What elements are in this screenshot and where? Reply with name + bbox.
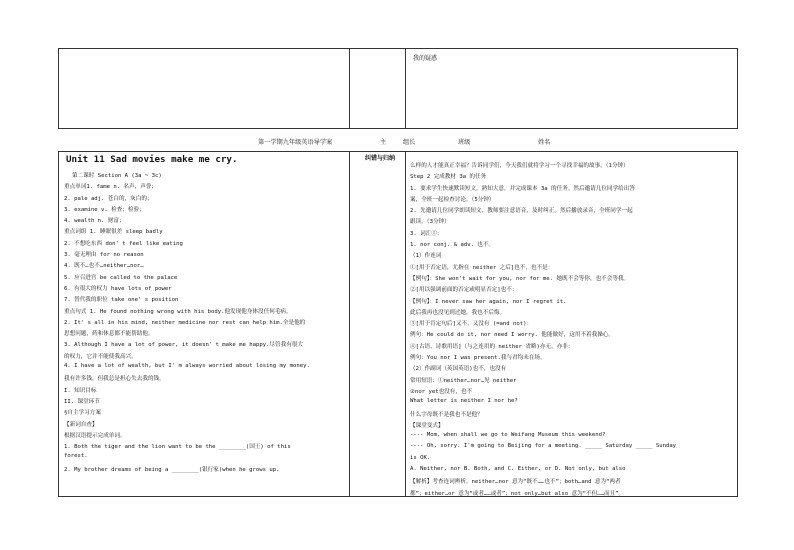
left-line: 的权力，它并不能使我高兴。 — [64, 353, 137, 360]
right-line: 什么字母既不是我也不是他？ — [410, 411, 483, 418]
left-line: 6. 有很大的权力 have lots of power — [64, 285, 172, 292]
lead-label: 主 — [380, 139, 387, 146]
top-table-right-border — [737, 48, 738, 129]
left-line: §自主学习方案 — [64, 410, 101, 417]
left-line: 【新词自查】 — [64, 421, 98, 428]
left-line: 4. I have a lot of wealth, but I' m always worried about losing my money. — [64, 363, 310, 370]
right-line: 【例句】：She won't wait for you, nor for me. 她既不会等你，也不会等我。 — [410, 275, 630, 282]
right-line: is OK. — [410, 454, 431, 461]
right-line: 案，全班一起检查讨论。（5分钟） — [410, 196, 495, 203]
right-line: 【课堂变式】 — [410, 422, 444, 429]
right-line: 【例句】：I never saw her again, nor I regret it. — [410, 298, 567, 305]
left-line: 3. 毫无理由 for no reason — [64, 252, 144, 259]
right-line: 例句：He could do it, nor need I worry. 他能做好，这用不着我操心。 — [410, 332, 615, 339]
top-table-right-cell-text: 我的疑惑 — [413, 55, 438, 62]
right-line: 【解析】考查连词辨析。neither…nor 意为“既不……也不”；both…and 意为“两者 — [410, 479, 621, 486]
left-line: 重点词组 1. 睡眠很差 sleep badly — [64, 229, 163, 236]
left-line: 7. 替代我的职位 take one' s position — [64, 297, 179, 304]
left-line: 2. pale adj. 苍白的，灰白的； — [64, 195, 153, 202]
main-table-left-border — [58, 151, 59, 497]
right-line: 3. 词汇①： — [410, 230, 443, 237]
right-line: ---- Mom, when shall we go to Weifang Museum this weekend? — [410, 432, 606, 439]
class-label: 班级 — [458, 139, 471, 146]
left-line: 第二课时 Section A (3a ~ 3c) — [72, 173, 162, 179]
left-line: 我有许多钱，但我总是担心失去我的钱。 — [64, 376, 165, 383]
left-line: II. 课堂环节 — [64, 398, 100, 405]
right-line: （2）作副词（英国英语)也不，也没有 — [410, 366, 507, 373]
left-line: 5. 应召进宫 be called to the palace — [64, 274, 178, 281]
middle-column-title: 纠错与归纳 — [365, 155, 396, 162]
main-table-divider-1 — [349, 151, 350, 497]
right-line: ②nor yet也没有，也不 — [410, 388, 473, 395]
main-table-right-border — [737, 151, 738, 497]
right-line: A. Neither, nor B. Both, and C. Either, or D. Not only, but also — [410, 466, 626, 473]
left-column-text — [64, 171, 310, 476]
left-line: 4. 既不…也不…neither…nor… — [64, 263, 144, 270]
group-leader-label: 组长 — [403, 139, 416, 146]
right-line: （1）作连词 — [410, 253, 442, 260]
main-table-top-border — [58, 151, 738, 152]
right-column-text — [410, 161, 676, 500]
top-table-bottom-border — [58, 128, 738, 129]
right-line: 跟读。（3分钟） — [410, 219, 450, 226]
left-line: 重点单词1. fame n. 名声，声誉； — [64, 184, 157, 191]
top-table-divider-2 — [405, 48, 406, 129]
right-line: ---- Oh, sorry. I'm going to Beijing for a meeting. _____ Saturday _____ Sunday — [410, 443, 677, 450]
right-line: 常用短语：①neither…nor…见 neither — [410, 377, 517, 384]
left-line: 1. Both the tiger and the lion want to be the ________(国王) of this — [64, 444, 291, 451]
right-line: What letter is neither I nor he? — [410, 398, 518, 405]
right-line: 2. 先邀请几位同学朗读短文，教师要注意语音，及时纠正。然后播放录音，全班同学一起 — [410, 208, 633, 215]
right-line: 1. 要求学生快速默读短文，熟知大意，并完成课本 3a 的任务。然后邀请几位同学给出答 — [410, 185, 635, 192]
unit-title: Unit 11 Sad movies make me cry. — [66, 154, 238, 165]
right-line: 1. nor conj. & adv. 也不。 — [410, 242, 495, 249]
right-line: ②[用以强调前面的否定或明显否定]也不： — [410, 287, 518, 294]
left-line: forest. — [64, 453, 88, 460]
left-line: 2. My brother dreams of being a ________(银行家)when he grows up. — [64, 466, 280, 473]
left-line: 根据汉语提示完成单词。 — [64, 432, 126, 439]
right-line: 么样的人才能真正幸福？告诉同学们，今天我们就将学习一个寻找幸福的故事。（1分钟） — [410, 163, 629, 169]
left-line: 思想问题，药和休息都不能帮助他。 — [64, 331, 154, 338]
left-line: 3. examine v. 检查；检验； — [64, 206, 145, 213]
main-table-divider-2 — [405, 151, 406, 497]
right-line: ①[用于否定语，尤指在 neither 之后]也不，也不是： — [410, 264, 554, 271]
left-line: 重点句式 1. He found nothing wrong with his body.他发现他身体没任何毛病。 — [64, 308, 292, 315]
right-line: Step 2 完成教材 3a 的任务 — [410, 174, 487, 181]
right-line: ③[用于肯定句后]又不，又没有 (=and not)： — [410, 321, 533, 328]
right-line: 都”；either…or 意为“或者……或者”；not only…but also 意为“不但……而且”。 — [410, 490, 625, 497]
left-line: I. 知识目标 — [64, 387, 97, 394]
right-line: 例句：You nor I was present.我与君均未在场。 — [410, 355, 546, 362]
left-line: 3. Although I have a lot of power, it doesn' t make me happy.尽管我有很大 — [64, 342, 303, 349]
doc-title: 第一学期九年级英语导学案 — [258, 139, 333, 146]
top-table-left-border — [58, 48, 59, 129]
left-line: 2. It' s all in his mind, neither medicine nor rest can help him.全是他的 — [64, 319, 306, 326]
right-line: ④[古语、诗歌用语]（与之连用的 neither 省略)亦无，亦非： — [410, 343, 574, 350]
top-table-divider-1 — [349, 48, 350, 129]
top-table-top-border — [58, 48, 738, 49]
left-line: 4. wealth n. 财富； — [64, 218, 125, 225]
name-label: 姓名 — [538, 139, 551, 146]
left-line: 2. 不想吃东西 don' t feel like eating — [64, 240, 183, 247]
right-line: 此后我再也没见到过她，我也不后悔。 — [410, 309, 506, 316]
